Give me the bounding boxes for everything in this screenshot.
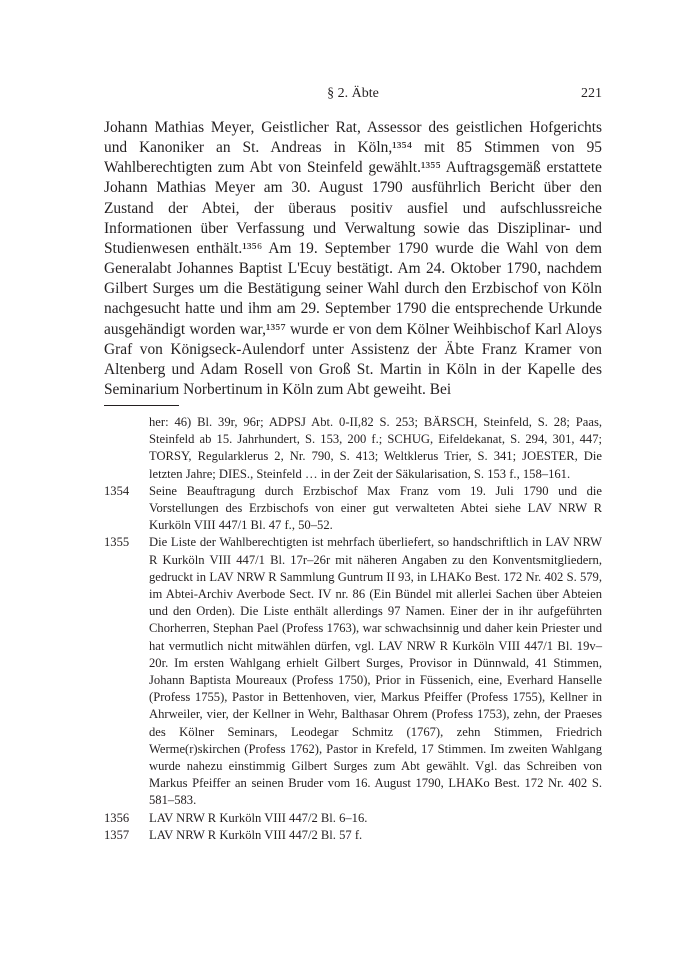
footnote-1357 bbox=[104, 827, 602, 844]
footnote-continuation bbox=[104, 414, 602, 483]
footnote-text: Seine Beauftragung durch Erzbischof Max Franz vom 19. Juli 1790 und die Vorstellungen des Erzbischofs von einer gut verwalteten Abtei siehe LAV NRW R Kurköln VIII 447/1 Bl. 47 f., 50–52. bbox=[149, 483, 602, 533]
footnotes bbox=[104, 414, 602, 844]
footnote-text: her: 46) Bl. 39r, 96r; ADPSJ Abt. 0-II,82 S. 253; BÄRSCH, Steinfeld, S. 28; Paas, Steinfeld ab 15. Jahrhundert, S. 153, 200 f.; SCHUG, Eifeldekanat, S. 294, 301, 447; TORSY, Regularklerus 2, Nr. 790, S. 413; Weltklerus Trier, S. 341; JOESTER, Die letzten Jahre; DIES., Steinfeld … in der Zeit der Säkularisation, S. 153 f., 158–161. bbox=[149, 415, 602, 481]
footnote-1355 bbox=[104, 534, 602, 809]
running-header bbox=[104, 86, 602, 106]
footnote-text: LAV NRW R Kurköln VIII 447/2 Bl. 6–16. bbox=[149, 810, 368, 825]
footnote-separator-rule bbox=[104, 405, 179, 406]
footnote-text: LAV NRW R Kurköln VIII 447/2 Bl. 57 f. bbox=[149, 827, 363, 842]
footnote-number: 1357 bbox=[104, 827, 130, 842]
footnote-number: 1354 bbox=[104, 483, 130, 498]
footnote-1354 bbox=[104, 483, 602, 535]
running-title: § 2. Äbte bbox=[327, 86, 379, 101]
footnote-number: 1356 bbox=[104, 810, 130, 825]
main-text-paragraph: Johann Mathias Meyer, Geistlicher Rat, Assessor des geistlichen Hofgerichts und Kanoniker an St. Andreas in Köln,¹³⁵⁴ mit 85 Stimmen von 95 Wahlberechtigten zum Abt von Steinfeld gewählt.¹³⁵⁵ Auftragsgemäß erstattete Johann Mathias Meyer am 30. August 1790 ausführlich Bericht über den Zustand der Abtei, der überaus positiv ausfiel und aufschlussreiche Informationen über Verfassung und Verwaltung sowie das Disziplinar- und Studienwesen enthält.¹³⁵⁶ Am 19. September 1790 wurde die Wahl von dem Generalabt Johannes Baptist L'Ecuy bestätigt. Am 24. Oktober 1790, nachdem Gilbert Surges um die Bestätigung seiner Wahl durch den Erzbischof von Köln nachgesucht hatte und ihm am 29. September 1790 die entsprechende Urkunde ausgehändigt worden war,¹³⁵⁷ wurde er von dem Kölner Weihbischof Karl Aloys Graf von Königseck-Aulendorf unter Assistenz der Äbte Franz Kramer von Altenberg und Adam Rosell von Groß St. Martin in Köln in der Kapelle des Seminarium Norbertinum in Köln zum Abt geweiht. Bei bbox=[104, 119, 602, 399]
footnote-1356 bbox=[104, 810, 602, 827]
page-number: 221 bbox=[581, 86, 602, 101]
footnote-text: Die Liste der Wahlberechtigten ist mehrfach überliefert, so handschriftlich in LAV NRW R Kurköln VIII 447/1 Bl. 17r–26r mit näheren Angaben zu den Konventsmitgliedern, gedruckt in LAV NRW R Sammlung Guntrum II 93, in LHAKo Best. 172 Nr. 402 S. 579, im Abtei-Archiv Averbode Sect. IV nr. 86 (Ein Bündel mit allerlei Sachen über Abteien und den Orden). Die Liste enthält allerdings 97 Namen. Einer der in ihr aufgeführten Chorherren, Stephan Pael (Profess 1763), war schwachsinnig und daher kein Priester und hat vermutlich nicht mitwählen dürfen, vgl. LAV NRW R Kurköln VIII 447/1 Bl. 19v–20r. Im ersten Wahlgang erhielt Gilbert Surges, Provisor in Dünnwald, 41 Stimmen, Johann Baptista Moureaux (Profess 1750), Prior in Füssenich, eine, Everhard Hanselle (Profess 1755), Pastor in Bettenhoven, vier, Markus Pfeiffer (Profess 1755), Kellner in Ahrweiler, vier, der Kellner in Wehr, Balthasar Ohrem (Profess 1753), zehn, der Praeses des Kölner Seminars, Leodegar Schmitz (1767), zehn Stimmen, Friedrich Werme(r)skirchen (Profess 1762), Pastor in Krefeld, 17 Stimmen. Im zweiten Wahlgang wurde nahezu einstimmig Gilbert Surges zum Abt gewählt. Vgl. das Schreiben von Markus Pfeiffer an seinen Bruder vom 16. August 1790, LHAKo Best. 172 Nr. 402 S. 581–583. bbox=[149, 535, 602, 808]
footnote-number: 1355 bbox=[104, 535, 130, 550]
